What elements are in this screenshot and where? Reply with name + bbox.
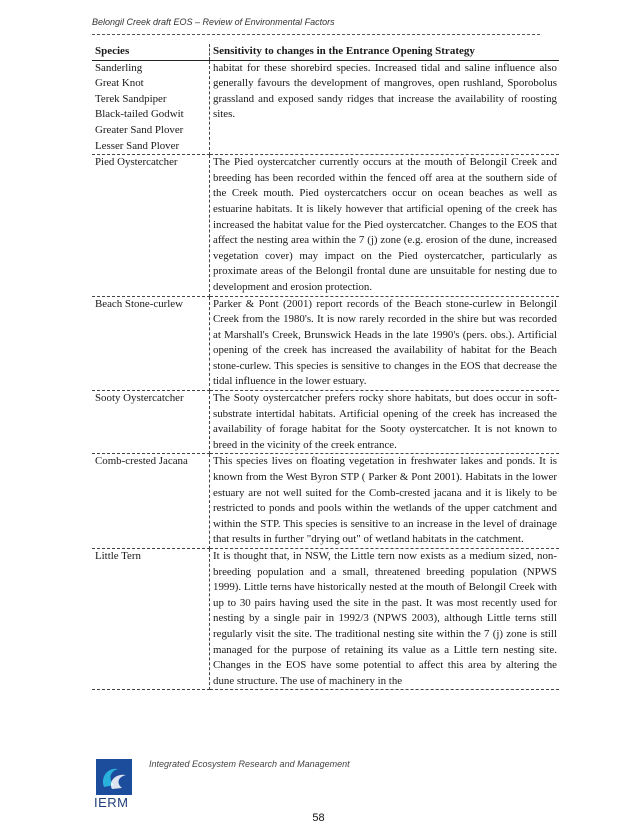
species-name: Sooty Oystercatcher xyxy=(95,392,184,405)
table-row xyxy=(92,296,559,391)
species-sensitivity-table xyxy=(92,44,559,690)
table-row xyxy=(92,454,559,549)
table-row xyxy=(92,391,559,454)
species-name: Pied Oystercatcher xyxy=(95,156,178,169)
logo-square xyxy=(96,759,132,795)
species-name: Comb-crested Jacana xyxy=(95,455,188,468)
running-header: Belongil Creek draft EOS – Review of Environmental Factors xyxy=(92,17,335,27)
species-name: Black-tailed Godwit xyxy=(95,108,184,121)
table-row xyxy=(92,155,559,296)
species-name: Greater Sand Plover xyxy=(95,123,184,136)
species-name: Terek Sandpiper xyxy=(95,92,167,105)
column-header-sensitivity: Sensitivity to changes in the Entrance Opening Strategy xyxy=(210,44,560,60)
table-row xyxy=(92,60,559,155)
species-name: Beach Stone-curlew xyxy=(95,297,183,310)
sensitivity-text: habitat for these shorebird species. Increased tidal and saline influence also generally favours the development of mangroves, open rushland, Sporobolus grassland and exposed sandy ridges that increase the availability of roosting sites. xyxy=(210,60,560,155)
species-cell xyxy=(92,391,210,454)
table-row xyxy=(92,549,559,690)
sensitivity-text: The Sooty oystercatcher prefers rocky shore habitats, but does occur in soft-substrate intertidal habitats. Artificial opening of the creek has increased the availability of forage habitat for the Sooty oystercatcher. It is not known to breed in the vicinity of the creek entrance. xyxy=(210,391,560,454)
species-cell xyxy=(92,549,210,690)
column-header-species: Species xyxy=(92,44,210,60)
species-cell xyxy=(92,296,210,391)
sensitivity-text: The Pied oystercatcher currently occurs at the mouth of Belongil Creek and breeding has been recorded within the fenced off area at the southern side of the Creek mouth. Pied oystercatchers occur on ocean beaches as well as estuarine habitats. It is likely however that artificial opening of the creek has increased the habitat value for the Pied oystercatcher. Changes to the EOS that affect the nesting area within the 7 (j) zone (e.g. erosion of the dune, increased vegetation cover) may impact on the Pied oystercatcher, particularly as proximate areas of the Belongil frontal dune are unsuitable for nesting due to development and erosion protection. xyxy=(210,155,560,296)
species-cell xyxy=(92,155,210,296)
species-name: Lesser Sand Plover xyxy=(95,139,180,152)
sensitivity-text: Parker & Pont (2001) report records of the Beach stone-curlew in Belongil Creek from the 1980's. It is now rarely recorded in the shire but was recorded at Marshall's Creek, Brunswick Heads in the late 1990's (pers. obs.). Artificial opening of the creek has increased the availability of habitat for the Beach stone-curlew. This species is sensitive to changes in the EOS that decrease the tidal influence in the lower estuary. xyxy=(210,296,560,391)
species-cell xyxy=(92,454,210,549)
logo-wordmark: IERM xyxy=(94,795,129,810)
table-header-row xyxy=(92,44,559,60)
species-name: Great Knot xyxy=(95,77,144,90)
footer-organisation: Integrated Ecosystem Research and Management xyxy=(149,759,350,769)
sensitivity-text: It is thought that, in NSW, the Little tern now exists as a medium sized, non-breeding population and a small, threatened breeding population (NPWS 1999). Little terns have historically nested at the mouth of Belongil Creek with up to 30 pairs having used the site in the past. It was most recently used for nesting by a single pair in 1992/3 (NPWS 2003), although Little terns still regularly visit the site. The traditional nesting site within the 7 (j) zone is still managed for the purpose of retaining its value as a Little tern nesting site. Changes in the EOS have some potential to affect this area by altering the dune structure. The use of machinery in the xyxy=(210,549,560,690)
page-number: 58 xyxy=(312,812,325,824)
species-cell xyxy=(92,60,210,155)
species-name: Little Tern xyxy=(95,550,141,562)
species-name: Sanderling xyxy=(95,61,143,74)
header-divider xyxy=(92,34,540,35)
sensitivity-text: This species lives on floating vegetation in freshwater lakes and ponds. It is known from the West Byron STP ( Parker & Pont 2001). Habitats in the lower estuary are not well suited for the Comb-crested jacana and it is likely to be restricted to ponds and pools within the wetlands of the upper catchment and within the STP. This species is sensitive to an increase in the level of drainage that results in further "drying out" of wetland habitats in the catchment. xyxy=(210,454,560,549)
